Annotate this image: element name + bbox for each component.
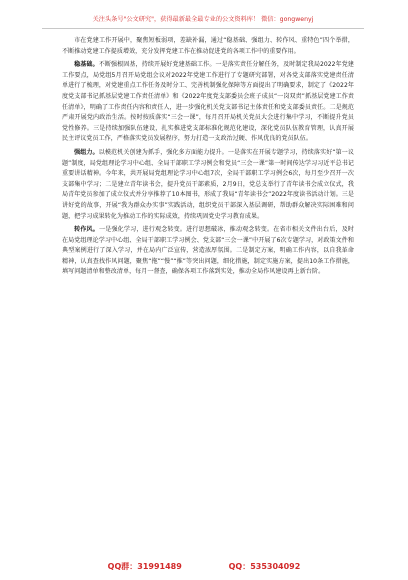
footer-qq: QQ：535304092 — [228, 562, 301, 571]
paragraph-text: 一是强化学习，进行观念转变。进行思想破冰，推动观念转变。在省市相关文件出台后，及时在局党组理论学习中心组、全局干部职工学习例会、党支部“三会一课”中开展了6次专题学习，对政策文件和典型案例进行了深入学习，并在局内广泛宣传，营造浓厚氛围。二是制定方案，明确工作内容，以自我革命精神，认真查找作风问题，聚焦“拖”“慢”“推”等突出问题，细化措施，制定实施方案，提出10条工作措施，填写问题清单和整改清单，每月一督查，确保各项工作落到实处，推动全局作风建设再上新台阶。 — [62, 226, 354, 276]
paragraph-text: 不断强根固基，持续开展好党建基础工作。一是落实责任分解任务，及时制定我局2022年党建工作要点，局党组5月召开局党组会议对2022年党建工作进行了专题研究部署，对各党支部落实党建责任清单进行了梳理，对党建重点工作任务及时分工、完善机制强化保障等方面提出了明确要求，制定了《2022年度党支部书记抓基层党建工作责任清单》和《2022年度党支部委员会班子成员“一岗双责”抓基层党建工作责任清单》，明确了工作责任内容和责任人，进一步强化机关党支部书记主体责任和党支部委员责任。二是规范严肃开展党内政治生活。按时按质落实“三会一课”，每月召开局机关党员大会进行集中学习，不断提升党员党性修养。三是持续加强队伍建设，扎实推进党支部标准化规范化建设，深化党员队伍教育管理，认真开展民主评议党员工作，严格落实党员发展程序，努力打造一支政治过硬、作风优良的党员队伍。 — [62, 61, 354, 143]
paragraph-foundation — [62, 60, 354, 145]
paragraph-lead: 强组力。 — [74, 148, 99, 156]
paragraph-intro — [62, 36, 354, 57]
header-banner: 关注头条号"公文研究"，获得最新最全最专业的公文资料库！ 微信：gongwenyj — [42, 12, 364, 29]
paragraph-lead: 转作风。 — [74, 226, 99, 234]
document-body — [62, 36, 354, 550]
footer-qq-group: QQ群：31991489 — [107, 562, 182, 571]
paragraph-text: 市在党建工作开展中，聚焦短板弱项，差缺补漏，通过“稳基础、强组力、转作风、重特色”四个举措，不断推动党建工作提质增效，充分发挥党建工作在推动促进党的各项工作中的重要作用。 — [62, 37, 354, 55]
paragraph-lead: 稳基础。 — [74, 61, 99, 69]
paragraph-text: 以模范机关创建为抓手，强化多方面能力提升。一是落实在开展专题学习，持续落实好“第一议题”制度，局党组理论学习中心组、全局干部职工学习例会和党员“三会一课”第一时间传达学习习近平总书记重要讲话精神。今年来，共开展局党组理论学习中心组7次，全局干部职工学习例会6次，每月至少召开一次支部集中学习；二是建立青年读书会，提升党员干部素质，2月9日，党总支举行了青年读书会成立仪式，我局青年党员参加了成立仪式并分享推荐了10本图书，形成了我局“青年读书会”2022年度读书活动计划。三是讲好党的故事，开展“我为群众办实事”实践活动，组织党员干部深入基层调研，帮助群众解决实际困难和问题，把学习成果转化为推动工作的实际成效，持续巩固党史学习教育成果。 — [62, 148, 354, 220]
paragraph-style — [62, 225, 354, 278]
footer-contact — [0, 560, 408, 574]
paragraph-capability — [62, 148, 354, 222]
